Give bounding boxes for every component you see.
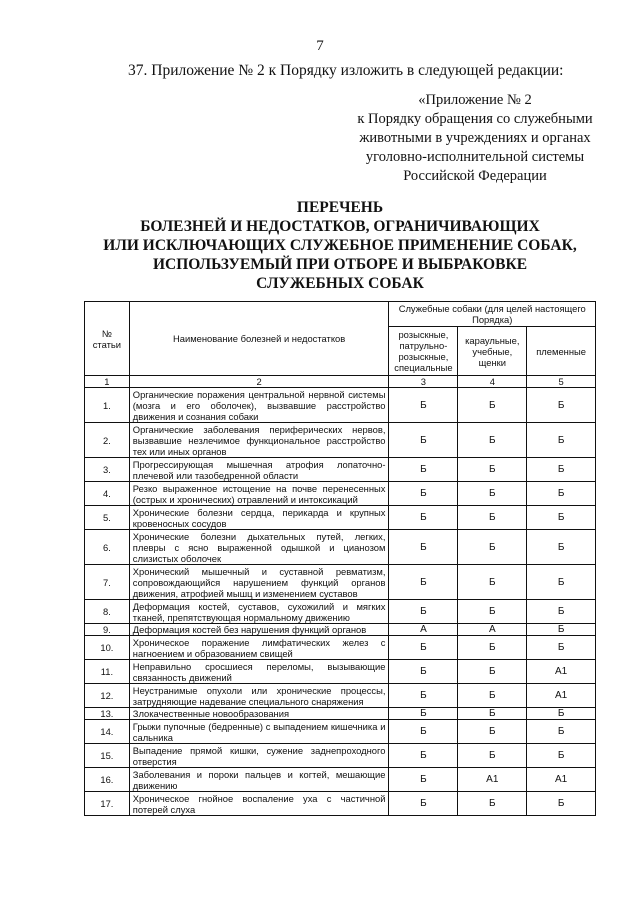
row-value-guard: Б — [458, 423, 527, 458]
row-number: 10. — [85, 636, 130, 660]
row-value-breeding: Б — [527, 792, 596, 816]
row-number: 3. — [85, 458, 130, 482]
row-value-search: Б — [389, 708, 458, 720]
row-name: Хроническое гнойное воспаление уха с частичной потерей слуха — [129, 792, 389, 816]
table-row — [85, 624, 596, 636]
row-name: Неправильно сросшиеся переломы, вызывающие связанность движений — [129, 660, 389, 684]
row-name: Резко выраженное истощение на почве перенесенных (острых и хронических) отравлений и интоксикаций — [129, 482, 389, 506]
row-value-breeding: Б — [527, 636, 596, 660]
row-value-search: Б — [389, 423, 458, 458]
row-value-breeding: Б — [527, 565, 596, 600]
row-value-search: Б — [389, 660, 458, 684]
row-name: Хронические болезни дыхательных путей, легких, плевры с ясно выраженной одышкой и цианозом слизистых оболочек — [129, 530, 389, 565]
amendment-intro: 37. Приложение № 2 к Порядку изложить в следующей редакции: — [128, 62, 564, 79]
table-row — [85, 530, 596, 565]
appendix-line: животными в учреждениях и органах — [359, 130, 591, 146]
row-name: Злокачественные новообразования — [129, 708, 389, 720]
row-value-guard: Б — [458, 458, 527, 482]
table-row — [85, 768, 596, 792]
row-number: 9. — [85, 624, 130, 636]
row-number: 4. — [85, 482, 130, 506]
col-index: 1 — [85, 376, 130, 388]
row-name: Выпадение прямой кишки, сужение заднепроходного отверстия — [129, 744, 389, 768]
row-value-breeding: А1 — [527, 684, 596, 708]
table-row — [85, 506, 596, 530]
appendix-line: Российской Федерации — [403, 168, 547, 184]
row-name: Хронические болезни сердца, перикарда и крупных кровеносных сосудов — [129, 506, 389, 530]
col-index: 2 — [129, 376, 389, 388]
row-value-guard: Б — [458, 482, 527, 506]
row-value-guard: А — [458, 624, 527, 636]
row-value-search: Б — [389, 530, 458, 565]
row-number: 16. — [85, 768, 130, 792]
col-index: 5 — [527, 376, 596, 388]
row-value-breeding: Б — [527, 624, 596, 636]
table-row — [85, 720, 596, 744]
row-value-breeding: Б — [527, 482, 596, 506]
row-number: 8. — [85, 600, 130, 624]
row-number: 2. — [85, 423, 130, 458]
row-value-search: Б — [389, 388, 458, 423]
row-value-breeding: Б — [527, 720, 596, 744]
row-value-guard: Б — [458, 708, 527, 720]
title-line: ИСПОЛЬЗУЕМЫЙ ПРИ ОТБОРЕ И ВЫБРАКОВКЕ — [152, 256, 528, 273]
row-name: Органические поражения центральной нервной системы (мозга и его оболочек), вызвавшие расстройство движения и сознания собаки — [129, 388, 389, 423]
col-index: 4 — [458, 376, 527, 388]
col-header-search-dogs: розыскные, патрульно-розыскные, специальные — [389, 327, 458, 376]
row-number: 17. — [85, 792, 130, 816]
table-row — [85, 458, 596, 482]
row-name: Грыжи пупочные (бедренные) с выпадением кишечника и сальника — [129, 720, 389, 744]
row-value-breeding: Б — [527, 600, 596, 624]
row-value-search: Б — [389, 720, 458, 744]
row-value-breeding: А1 — [527, 660, 596, 684]
table-row — [85, 423, 596, 458]
row-value-guard: Б — [458, 600, 527, 624]
document-title — [80, 198, 600, 293]
table-row — [85, 636, 596, 660]
table-row — [85, 684, 596, 708]
row-value-guard: Б — [458, 660, 527, 684]
row-value-breeding: Б — [527, 506, 596, 530]
row-value-guard: Б — [458, 388, 527, 423]
table-row — [85, 660, 596, 684]
row-value-search: Б — [389, 600, 458, 624]
title-line: СЛУЖЕБНЫХ СОБАК — [256, 275, 424, 292]
row-number: 13. — [85, 708, 130, 720]
appendix-line: «Приложение № 2 — [418, 92, 532, 108]
col-header-guard-dogs: караульные, учебные, щенки — [458, 327, 527, 376]
row-value-search: Б — [389, 768, 458, 792]
row-number: 15. — [85, 744, 130, 768]
row-name: Прогрессирующая мышечная атрофия лопаточно-плечевой или тазобедренной области — [129, 458, 389, 482]
row-value-breeding: Б — [527, 458, 596, 482]
row-value-guard: Б — [458, 744, 527, 768]
row-value-search: Б — [389, 636, 458, 660]
table-row — [85, 600, 596, 624]
row-name: Хронический мышечный и суставной ревматизм, сопровождающийся нарушением функций органов движения, атрофией мышц и изменением суставов — [129, 565, 389, 600]
row-value-breeding: Б — [527, 708, 596, 720]
appendix-line: к Порядку обращения со служебными — [357, 111, 593, 127]
col-header-name: Наименование болезней и недостатков — [129, 302, 389, 376]
row-number: 1. — [85, 388, 130, 423]
title-line: ПЕРЕЧЕНЬ — [296, 199, 384, 216]
table-row — [85, 744, 596, 768]
row-value-search: Б — [389, 744, 458, 768]
row-value-guard: А1 — [458, 768, 527, 792]
table-row — [85, 792, 596, 816]
appendix-line: уголовно-исполнительной системы — [365, 149, 585, 165]
table-row — [85, 388, 596, 423]
row-value-guard: Б — [458, 530, 527, 565]
row-value-guard: Б — [458, 792, 527, 816]
row-value-search: Б — [389, 792, 458, 816]
row-value-breeding: Б — [527, 744, 596, 768]
row-value-breeding: Б — [527, 530, 596, 565]
col-index: 3 — [389, 376, 458, 388]
diseases-table — [84, 301, 596, 816]
row-name: Деформация костей без нарушения функций органов — [129, 624, 389, 636]
row-value-breeding: Б — [527, 388, 596, 423]
row-value-guard: Б — [458, 636, 527, 660]
row-value-search: Б — [389, 506, 458, 530]
col-header-number: № статьи — [85, 302, 130, 376]
row-number: 11. — [85, 660, 130, 684]
row-value-guard: Б — [458, 565, 527, 600]
title-line: ИЛИ ИСКЛЮЧАЮЩИХ СЛУЖЕБНОЕ ПРИМЕНЕНИЕ СОБАК, — [103, 237, 577, 254]
row-number: 7. — [85, 565, 130, 600]
table-row — [85, 482, 596, 506]
row-name: Деформация костей, суставов, сухожилий и мягких тканей, препятствующая нормальному движению — [129, 600, 389, 624]
row-value-search: Б — [389, 684, 458, 708]
row-value-search: Б — [389, 565, 458, 600]
row-value-search: А — [389, 624, 458, 636]
row-value-guard: Б — [458, 684, 527, 708]
title-line: БОЛЕЗНЕЙ И НЕДОСТАТКОВ, ОГРАНИЧИВАЮЩИХ — [140, 218, 540, 235]
row-value-guard: Б — [458, 506, 527, 530]
row-name: Органические заболевания периферических нервов, вызвавшие незлечимое функциональное расстройство тех или иных органов — [129, 423, 389, 458]
row-number: 5. — [85, 506, 130, 530]
appendix-header — [335, 91, 615, 186]
row-name: Хроническое поражение лимфатических желез с нагноением и образованием свищей — [129, 636, 389, 660]
row-value-breeding: Б — [527, 423, 596, 458]
row-number: 14. — [85, 720, 130, 744]
page-number: 7 — [316, 38, 324, 54]
col-header-breeding-dogs: племенные — [527, 327, 596, 376]
row-value-search: Б — [389, 458, 458, 482]
row-number: 6. — [85, 530, 130, 565]
row-value-search: Б — [389, 482, 458, 506]
row-name: Неустранимые опухоли или хронические процессы, затрудняющие надевание специального снаряжения — [129, 684, 389, 708]
table-row — [85, 708, 596, 720]
table-row — [85, 565, 596, 600]
row-value-breeding: А1 — [527, 768, 596, 792]
col-header-group: Служебные собаки (для целей настоящего Порядка) — [389, 302, 596, 327]
row-name: Заболевания и пороки пальцев и когтей, мешающие движению — [129, 768, 389, 792]
row-number: 12. — [85, 684, 130, 708]
row-value-guard: Б — [458, 720, 527, 744]
